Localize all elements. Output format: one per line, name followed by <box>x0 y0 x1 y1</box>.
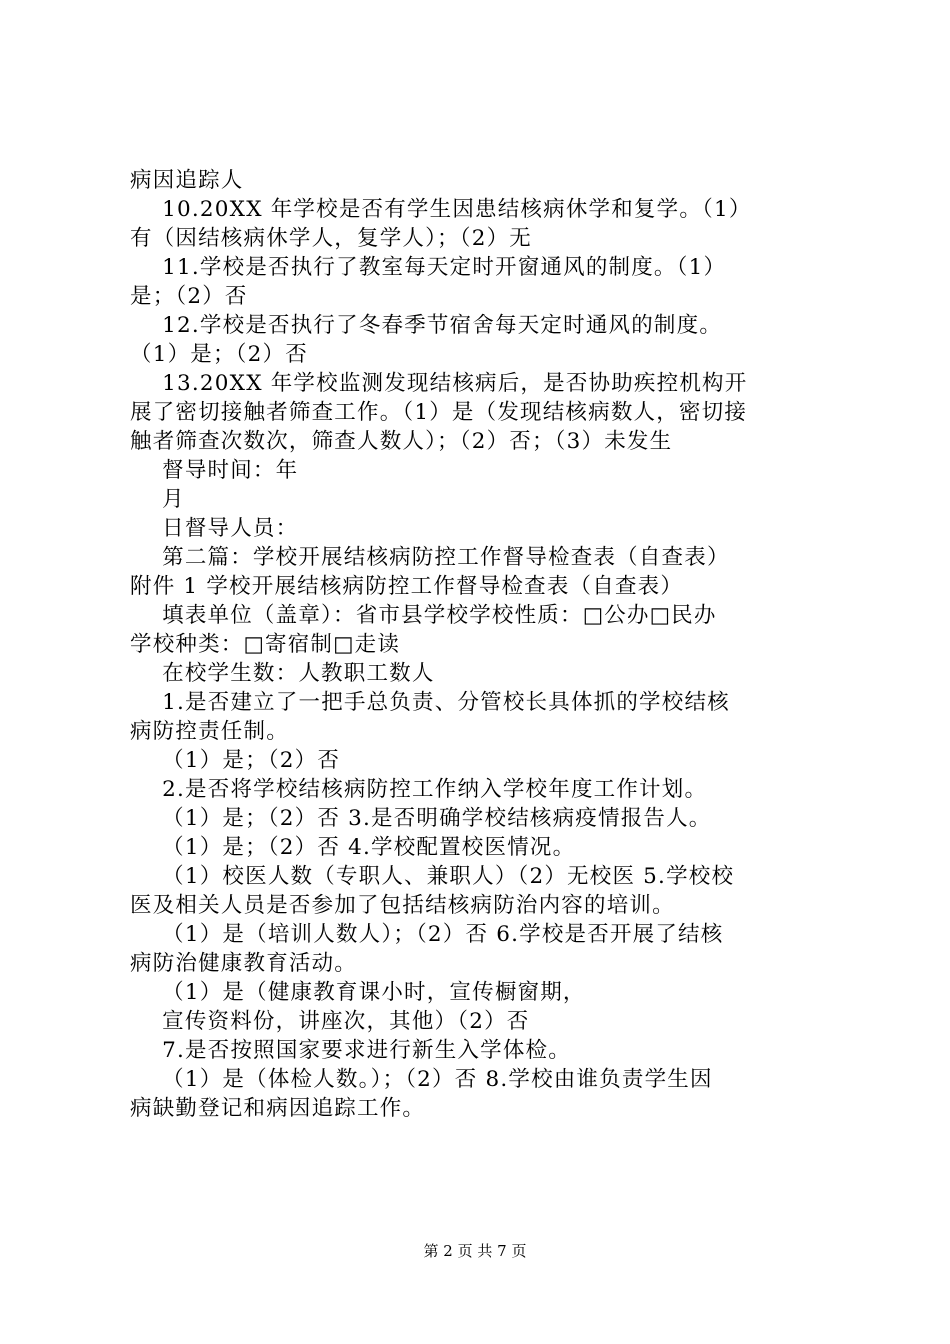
text-line: 医及相关人员是否参加了包括结核病防治内容的培训。 <box>130 893 675 918</box>
text-line: 在校学生数：人教职工数人 <box>130 661 435 686</box>
text-line: 病缺勤登记和病因追踪工作。 <box>130 1096 426 1121</box>
text-line: 1.是否建立了一把手总负责、分管校长具体抓的学校结核 <box>130 690 730 715</box>
text-line: （1）是；（2）否 4.学校配置校医情况。 <box>130 835 576 860</box>
text-line: 10.20XX 年学校是否有学生因患结核病休学和复学。（1） <box>130 197 752 222</box>
text-line: （1）是（培训人数人）；（2）否 6.学校是否开展了结核 <box>130 922 724 947</box>
text-line: （1）是；（2）否 3.是否明确学校结核病疫情报告人。 <box>130 806 712 831</box>
text-line: 宣传资料份，讲座次，其他）（2）否 <box>130 1009 530 1034</box>
text-line: 病因追踪人 <box>130 168 244 193</box>
text-line: 学校种类：□寄宿制□走读 <box>130 632 401 657</box>
text-line: 病防治健康教育活动。 <box>130 951 358 976</box>
text-line: （1）是（体检人数。）；（2）否 8.学校由谁负责学生因 <box>130 1067 713 1092</box>
text-line: 展了密切接触者筛查工作。（1）是（发现结核病数人，密切接 <box>130 400 748 425</box>
text-line: 月 <box>130 487 185 512</box>
text-line: 7.是否按照国家要求进行新生入学体检。 <box>130 1038 571 1063</box>
text-line: 病防控责任制。 <box>130 719 289 744</box>
text-line: 填表单位（盖章）：省市县学校学校性质：□公办□民办 <box>130 603 717 628</box>
text-line: 触者筛查次数次，筛查人数人）；（2）否；（3）未发生 <box>130 429 673 454</box>
text-line: 11.学校是否执行了教室每天定时开窗通风的制度。（1） <box>130 255 727 280</box>
document-body <box>130 166 830 1123</box>
text-line: 12.学校是否执行了冬春季节宿舍每天定时通风的制度。 <box>130 313 723 338</box>
text-line: 日督导人员： <box>130 516 299 541</box>
text-line: （1）校医人数（专职人、兼职人）（2）无校医 5.学校校 <box>130 864 735 889</box>
text-line: 有（因结核病休学人，复学人）；（2）无 <box>130 226 532 251</box>
text-line: （1）是；（2）否 <box>130 342 308 367</box>
text-line: 附件 1 学校开展结核病防控工作督导检查表（自查表） <box>130 574 684 599</box>
text-line: 是；（2）否 <box>130 284 248 309</box>
text-line: 13.20XX 年学校监测发现结核病后，是否协助疾控机构开 <box>130 371 748 396</box>
section-heading: 第二篇：学校开展结核病防控工作督导检查表（自查表） <box>130 545 730 570</box>
text-line: 督导时间：年 <box>130 458 299 483</box>
page-number-footer: 第 2 页 共 7 页 <box>423 1242 527 1260</box>
text-line: （1）是（健康教育课小时，宣传橱窗期， <box>130 980 586 1005</box>
text-line: （1）是；（2）否 <box>130 748 341 773</box>
text-line: 2.是否将学校结核病防控工作纳入学校年度工作计划。 <box>130 777 708 802</box>
